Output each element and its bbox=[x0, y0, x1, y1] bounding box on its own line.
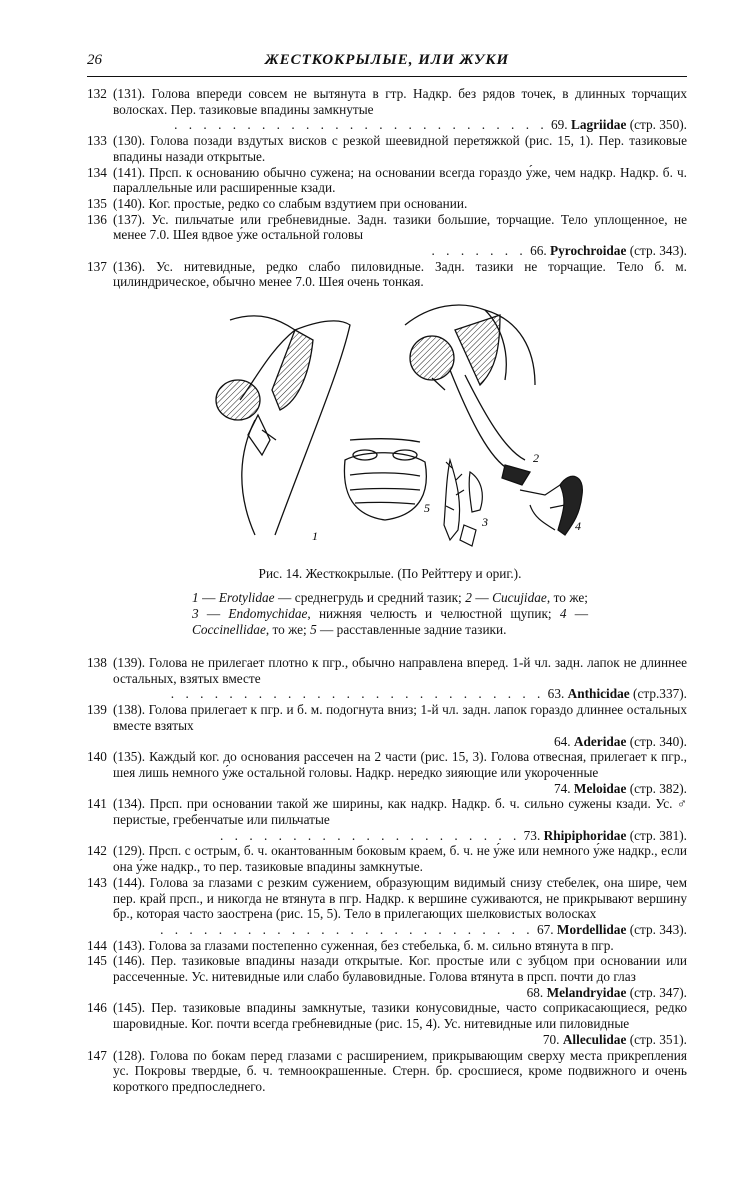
entry-text: (145). Пер. тазиковые впадины замкнутые, тазики конусовидные, часто соприкасающиеся, редко шаровидные. Ког. почти всегда гребневидные (рис. 15, 4). Ус. нитевидные или пиловидные bbox=[113, 1000, 687, 1032]
family-reference: . . . . . . . . . . . . . . . . . . . . . . . . . . 63. Anthicidae (стр.337). bbox=[170, 686, 687, 702]
key-entry-138 bbox=[87, 655, 687, 702]
key-entry-143 bbox=[87, 875, 687, 938]
key-entries-bottom bbox=[87, 655, 687, 1095]
legend-item-5: 5 — расставленные задние тазики. bbox=[310, 622, 507, 637]
entry-number: 144 bbox=[87, 937, 107, 953]
entry-text: (135). Каждый ког. до основания рассечен на 2 части (рис. 15, 3). Голова отвесная, прилегает к пгр., шея лишь немного у́же остальной головы. Надкр. нередко зияющие или укороченные bbox=[113, 749, 687, 780]
figure-caption: Рис. 14. Жесткокрылые. (По Рейттеру и ориг.). bbox=[258, 566, 522, 581]
drawing-2-cucujidae bbox=[405, 305, 535, 485]
family-reference: 64. Aderidae (стр. 340). bbox=[553, 733, 687, 749]
key-entry-132 bbox=[87, 86, 687, 133]
family-reference: . . . . . . . . . . . . . . . . . . . . . 73. Rhipiphoridae (стр. 381). bbox=[220, 827, 687, 843]
legend-item-2: 2 — Cucujidae, то же; bbox=[465, 590, 588, 605]
key-entry-140 bbox=[87, 749, 687, 796]
key-entries-top bbox=[87, 86, 687, 290]
entry-text: (136). Ус. нитевидные, редко слабо пиловидные. Задн. тазики не торчащие. Тело б. м. цилиндрическое, обычно менее 7.0. Шея очень тонкая. bbox=[113, 258, 687, 290]
drawing-4-coccinellidae bbox=[520, 476, 582, 535]
entry-text: (128). Голова по бокам перед глазами с расширением, прикрывающим сверху места прикрепления ус. Покровы твердые, б. ч. темноокрашенные. Стерн. бр. сросшиеся, кроме подвижного и очень короткого предпоследнего. bbox=[113, 1047, 687, 1094]
key-entry-135 bbox=[87, 196, 687, 212]
label-3: 3 bbox=[482, 515, 488, 529]
entry-text: (134). Прсп. при основании такой же ширины, как надкр. Надкр. б. ч. сильно сужены кзади. Ус. ♂ перистые, гребенчатые или пильчатые bbox=[113, 796, 687, 828]
entry-text: (131). Голова впереди совсем не вытянута в гтр. Надкр. без рядов точек, в длинных торчащих волосках. Пер. тазиковые впадины замкнутые bbox=[113, 86, 687, 117]
entry-text: (139). Голова не прилегает плотно к пгр., обычно направлена вперед. 1-й чл. задн. лапок не длиннее остальных, взятых вместе bbox=[113, 655, 687, 686]
label-5: 5 bbox=[424, 501, 430, 515]
page-header bbox=[87, 52, 687, 74]
header-rule bbox=[87, 76, 687, 77]
running-title: ЖЕСТКОКРЫЛЫЕ, ИЛИ ЖУКИ bbox=[264, 52, 510, 68]
legend-item-4: 4 — Coccinellidae, то же; bbox=[192, 606, 589, 637]
drawing-1-erotylidae bbox=[216, 316, 350, 535]
key-entry-136 bbox=[87, 212, 687, 259]
key-entry-139 bbox=[87, 702, 687, 749]
entry-text: (137). Ус. пильчатые или гребневидные. Задн. тазики большие, торчащие. Тело уплощенное, не менее 7.0. Шея вдвое у́же остальной головы bbox=[113, 211, 687, 243]
entry-number: 141 bbox=[87, 796, 107, 812]
drawing-3-endomychidae bbox=[444, 460, 482, 546]
entry-text: (146). Пер. тазиковые впадины назади открытые. Ког. простые или с зубцом при основании или рассеченные. Ус. нитевидные или слабо булавовидные. Голова втянута в прсп. почти до глаз bbox=[113, 953, 687, 985]
key-entry-146 bbox=[87, 1000, 687, 1047]
beetle-morphology-illustration bbox=[200, 290, 590, 555]
label-4: 4 bbox=[575, 519, 581, 533]
family-reference: 70. Alleculidae (стр. 351). bbox=[542, 1031, 687, 1047]
entry-number: 136 bbox=[87, 211, 107, 227]
entry-number: 147 bbox=[87, 1047, 107, 1063]
entry-number: 146 bbox=[87, 1000, 107, 1016]
label-2: 2 bbox=[533, 451, 539, 465]
family-reference: . . . . . . . 66. Pyrochroidae (стр. 343). bbox=[431, 243, 687, 259]
key-entry-141 bbox=[87, 796, 687, 843]
entry-number: 139 bbox=[87, 702, 107, 718]
key-entry-142 bbox=[87, 843, 687, 874]
entry-number: 138 bbox=[87, 655, 107, 670]
key-entry-145 bbox=[87, 953, 687, 1000]
key-entry-134 bbox=[87, 165, 687, 196]
family-reference: 74. Meloidae (стр. 382). bbox=[553, 780, 687, 796]
entry-number: 137 bbox=[87, 258, 107, 274]
legend-item-3: 3 — Endomychidae, нижняя челюсть и челюстной щупик; bbox=[192, 606, 552, 621]
figure-14 bbox=[200, 290, 590, 555]
entry-number: 142 bbox=[87, 843, 107, 859]
key-entry-144 bbox=[87, 938, 687, 954]
entry-text: (140). Ког. простые, редко со слабым вздутием при основании. bbox=[113, 195, 468, 211]
family-reference: 68. Melandryidae (стр. 347). bbox=[526, 984, 687, 1000]
entry-text: (143). Голова за глазами постепенно суженная, без стебелька, б. м. сильно втянута в пгр. bbox=[113, 937, 614, 953]
key-entry-147 bbox=[87, 1048, 687, 1095]
entry-text: (144). Голова за глазами с резким сужением, образующим видимый снизу стебелек, она шире, чем пер. край прсп., и никогда не втянута в пгр. Надкр. к вершине суживаются, не прикрывают вершину бр., которая часто заострена (рис. 15, 5). Тело в прилегающих шелковистых волосках bbox=[113, 874, 687, 922]
entry-number: 132 bbox=[87, 86, 107, 101]
entry-number: 145 bbox=[87, 953, 107, 969]
entry-text: (141). Прсп. к основанию обычно сужена; на основании всегда гораздо у́же, чем надкр. Надкр. б. ч. параллельные или расширенные кзади. bbox=[113, 164, 687, 196]
label-1: 1 bbox=[312, 529, 318, 543]
figure-legend bbox=[192, 590, 588, 638]
entry-number: 133 bbox=[87, 133, 107, 149]
entry-number: 135 bbox=[87, 195, 107, 211]
family-reference: . . . . . . . . . . . . . . . . . . . . . . . . . . 69. Lagriidae (стр. 350). bbox=[174, 117, 687, 133]
key-entry-133 bbox=[87, 133, 687, 164]
drawing-5-hind-coxae bbox=[344, 439, 426, 520]
entry-text: (130). Голова позади вздутых висков с резкой шеевидной перетяжкой (рис. 15, 1). Пер. тазиковые впадины назади открытые. bbox=[113, 133, 687, 164]
entry-number: 143 bbox=[87, 874, 107, 890]
page-number: 26 bbox=[87, 52, 102, 68]
family-reference: . . . . . . . . . . . . . . . . . . . . . . . . . . 67. Mordellidae (стр. 343). bbox=[160, 921, 687, 937]
legend-item-1: 1 — Erotylidae — среднегрудь и средний тазик; bbox=[192, 590, 462, 605]
entry-number: 140 bbox=[87, 749, 107, 765]
entry-number: 134 bbox=[87, 164, 107, 180]
entry-text: (138). Голова прилегает к пгр. и б. м. подогнута вниз; 1-й чл. задн. лапок гораздо длиннее остальных вместе взятых bbox=[113, 702, 687, 733]
entry-text: (129). Прсп. с острым, б. ч. окантованным боковым краем, б. ч. не у́же или немного у́же надкр., если она у́же надкр., то пер. тазиковые впадины замкнутые. bbox=[113, 843, 687, 875]
key-entry-137 bbox=[87, 259, 687, 290]
